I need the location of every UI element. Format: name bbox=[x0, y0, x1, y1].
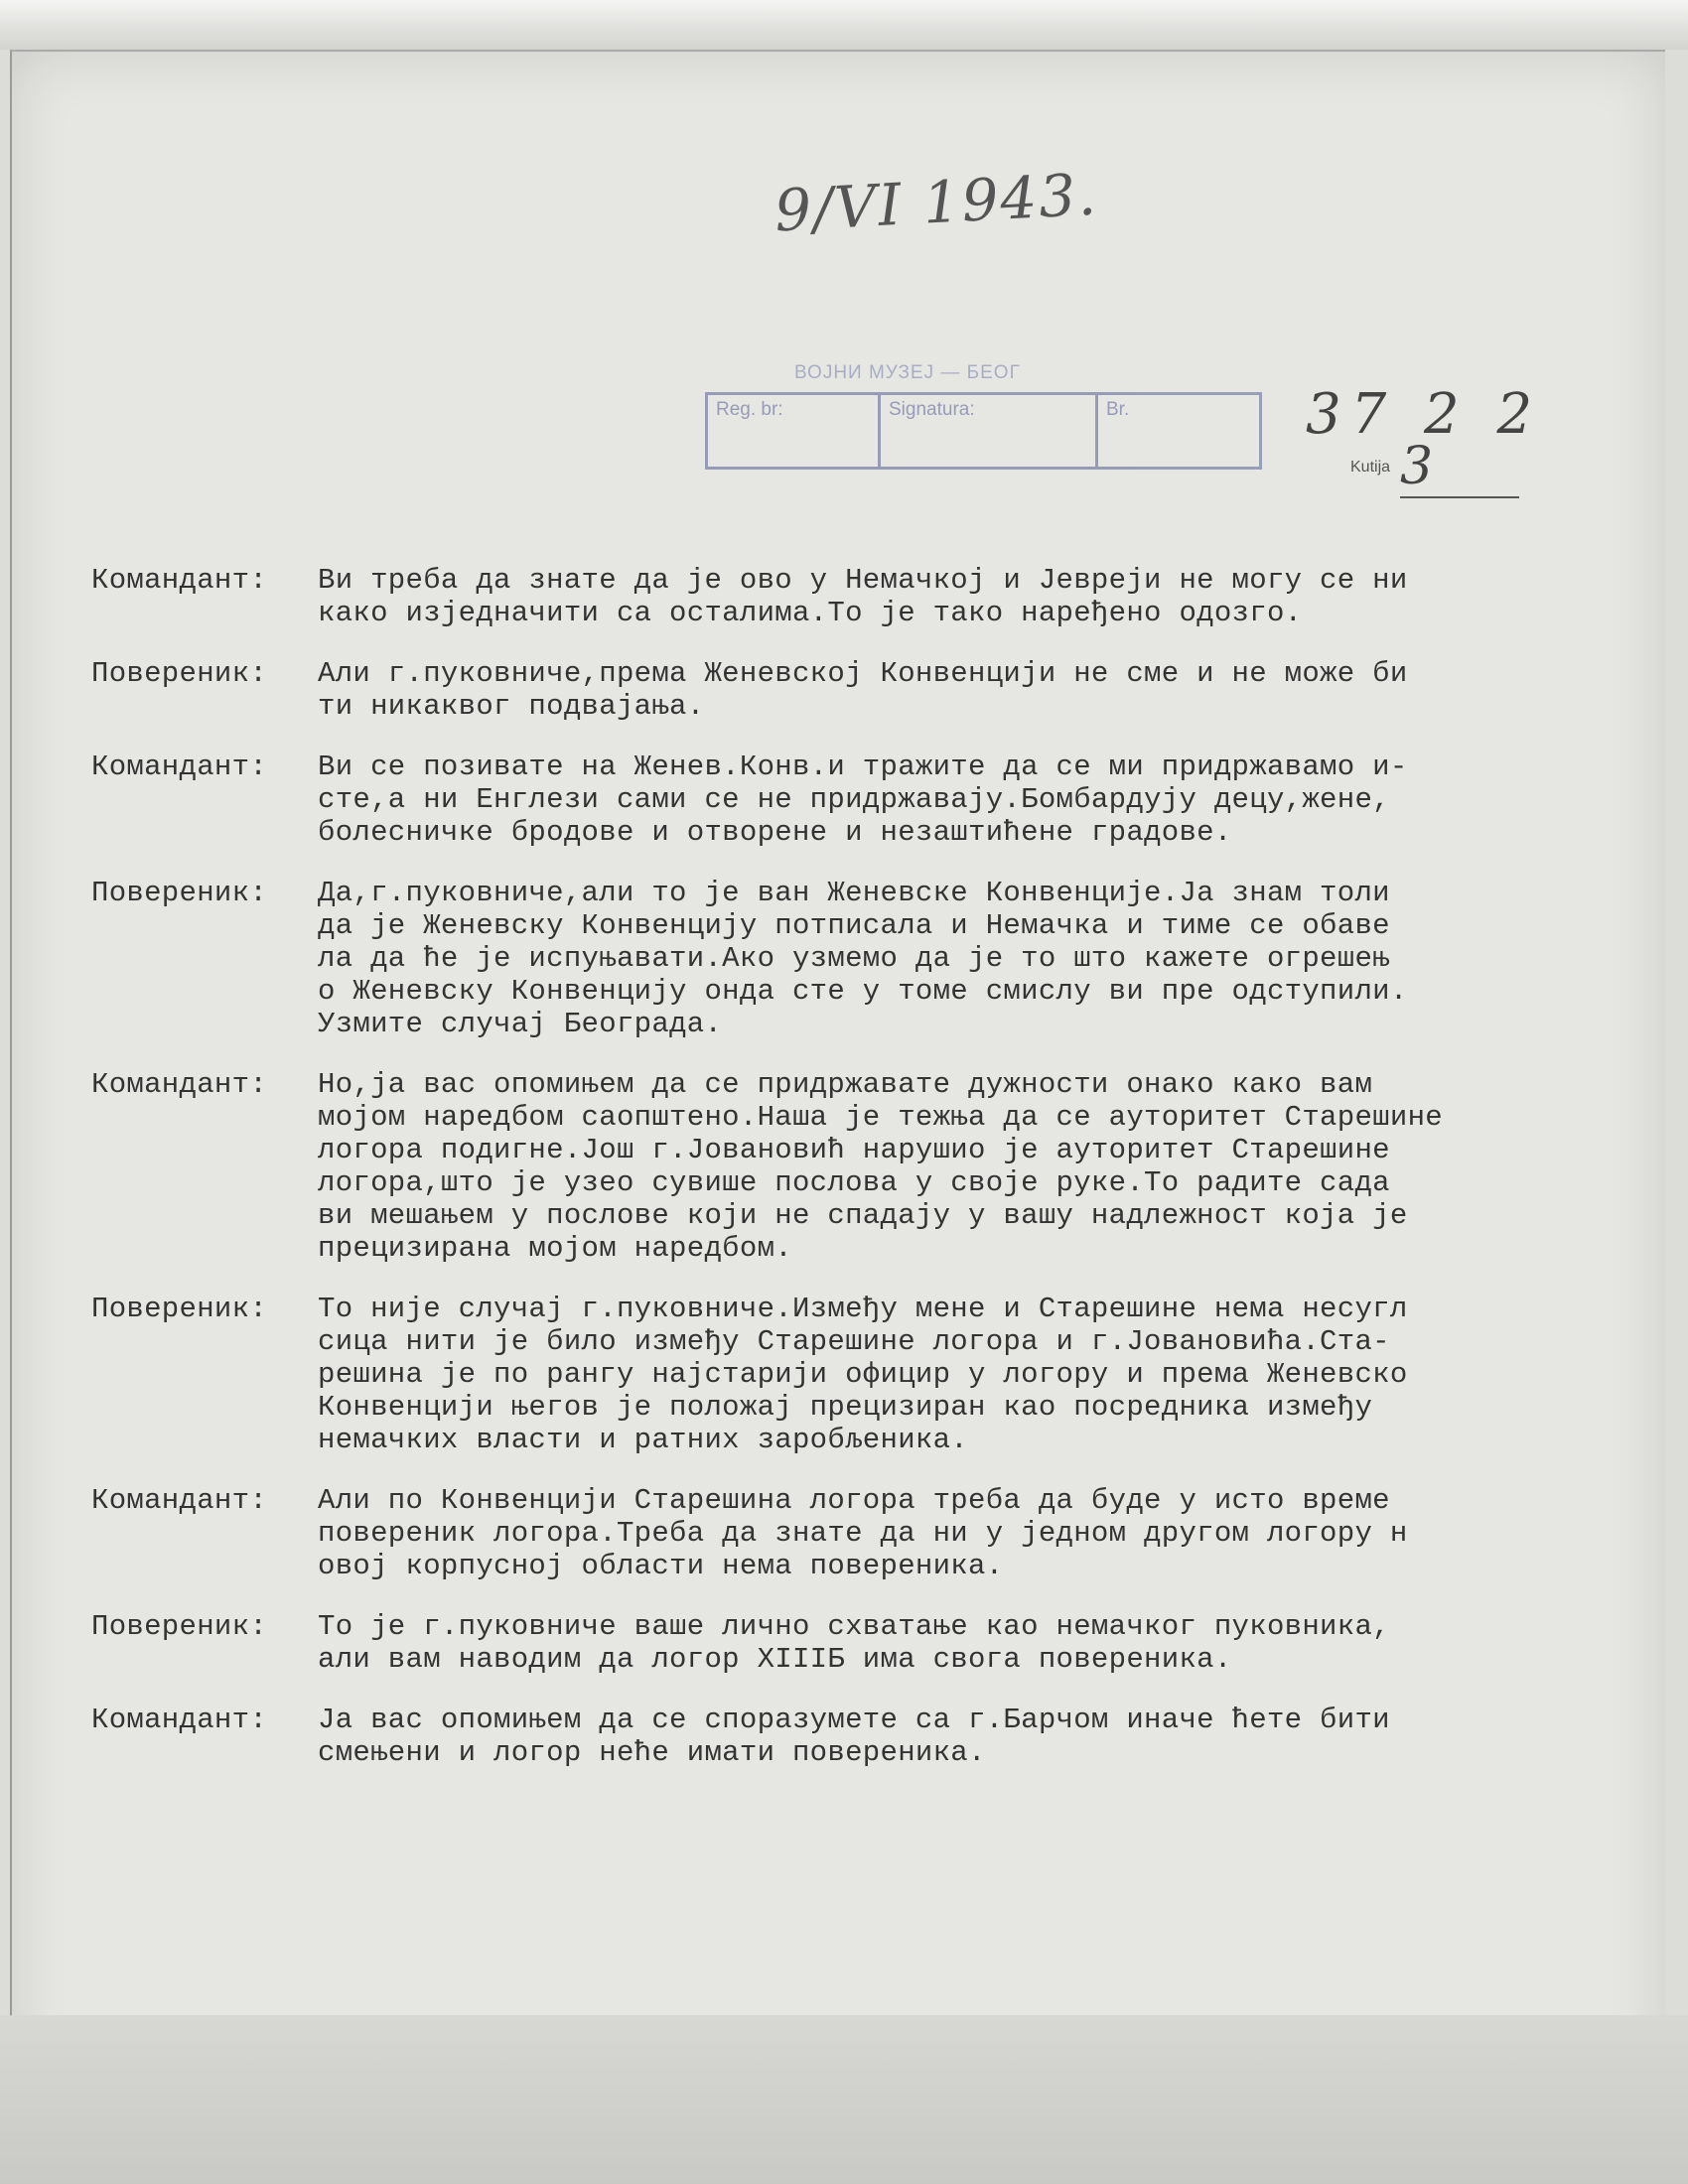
dialogue-entry bbox=[91, 657, 1591, 723]
dialogue-entry bbox=[91, 1484, 1591, 1582]
stamp-signatura-cell bbox=[881, 395, 1098, 467]
speaker-label: Повереник: bbox=[91, 1293, 268, 1325]
archive-number: 37 2 2 bbox=[1306, 382, 1543, 447]
speaker-label: Командант: bbox=[91, 1484, 268, 1517]
speech-text: Да,г.пуковниче,али то је ван Женевске Конвенције.Ја знам толи да је Женевску Конвенцију потписала и Немачка и тиме се обаве ла да ће је испуњавати.Ако узмемо да је то што кажете огрешењ о Женевску Конвенцију онда сте у томе смислу ви пре одступили. Узмите случај Београда. bbox=[318, 877, 1408, 1040]
dialogue-entry bbox=[91, 1704, 1591, 1769]
speech-text: Али г.пуковниче,према Женевској Конвенцији не сме и не може би ти никаквог подвајања. bbox=[318, 657, 1408, 723]
speaker-label: Командант: bbox=[91, 1068, 268, 1101]
stamp-title: ВОЈНИ МУЗЕЈ — БЕОГ bbox=[794, 362, 1021, 383]
speech-text: Ви се позивате на Женев.Конв.и тражите да се ми придржавамо и- сте,а ни Енглези сами се не придржавају.Бомбардују децу,жене, болесничке бродове и отворене и незаштићене градове. bbox=[318, 751, 1408, 849]
archive-stamp bbox=[705, 392, 1262, 470]
speech-text: Ја вас опомињем да се споразумете са г.Барчом иначе ћете бити смењени и логор неће имати повереника. bbox=[318, 1704, 1390, 1769]
speaker-label: Повереник: bbox=[91, 1610, 268, 1643]
stamp-br-cell bbox=[1098, 395, 1259, 467]
speech-text: То није случај г.пуковниче.Између мене и Старешине нема несугл сица нити је било између Старешине логора и г.Јовановића.Ста- решина је по рангу најстарији официр у логору и према Женевско Конвенцији његов је положај прецизиран као посредника између немачких власти и ратних заробљеника. bbox=[318, 1293, 1408, 1456]
box-label: Kutija bbox=[1350, 459, 1391, 476]
stamp-signatura-label: Signatura: bbox=[889, 399, 975, 420]
dialogue-entry bbox=[91, 1610, 1591, 1676]
speech-text: Ви треба да знате да је ово у Немачкој и Јевреји не могу се ни како изједначити са осталима.То је тако наређено одозго. bbox=[318, 564, 1408, 629]
speech-text: То је г.пуковниче ваше лично схватање као немачког пуковника, али вам наводим да логор XIIIБ има свога повереника. bbox=[318, 1610, 1390, 1676]
dialogue-entry bbox=[91, 877, 1591, 1040]
speech-text: Но,ја вас опомињем да се придржавате дужности онако како вам мојом наредбом саопштено.Наша је тежња да се ауторитет Старешине логора подигне.Још г.Јовановић нарушио је ауторитет Старешине логора,што је узео сувише послова у своје руке.То радите сада ви мешањем у послове који не спадају у вашу надлежност која је прецизирана мојом наредбом. bbox=[318, 1068, 1443, 1265]
speaker-label: Командант: bbox=[91, 564, 268, 597]
speaker-label: Повереник: bbox=[91, 657, 268, 690]
dialogue-entry bbox=[91, 751, 1591, 849]
speech-text: Али по Конвенцији Старешина логора треба да буде у исто време повереник логора.Треба да знате да ни у једном другом логору н овој корпусној области нема повереника. bbox=[318, 1484, 1408, 1582]
handwritten-date: 9/VI 1943. bbox=[773, 160, 1100, 245]
stamp-br-label: Br. bbox=[1106, 399, 1130, 420]
dialogue-entry bbox=[91, 1293, 1591, 1456]
dialogue-entry bbox=[91, 1068, 1591, 1265]
dialogue-entry bbox=[91, 564, 1591, 629]
stamp-reg-label: Reg. br: bbox=[716, 399, 783, 420]
scan-top-edge bbox=[0, 0, 1688, 50]
scan-bottom-edge bbox=[0, 2015, 1688, 2184]
speaker-label: Повереник: bbox=[91, 877, 268, 909]
box-number: 3 bbox=[1400, 437, 1519, 498]
speaker-label: Командант: bbox=[91, 1704, 268, 1736]
stamp-reg-cell bbox=[708, 395, 881, 467]
speaker-label: Командант: bbox=[91, 751, 268, 783]
dialogue-transcript bbox=[91, 564, 1591, 1797]
